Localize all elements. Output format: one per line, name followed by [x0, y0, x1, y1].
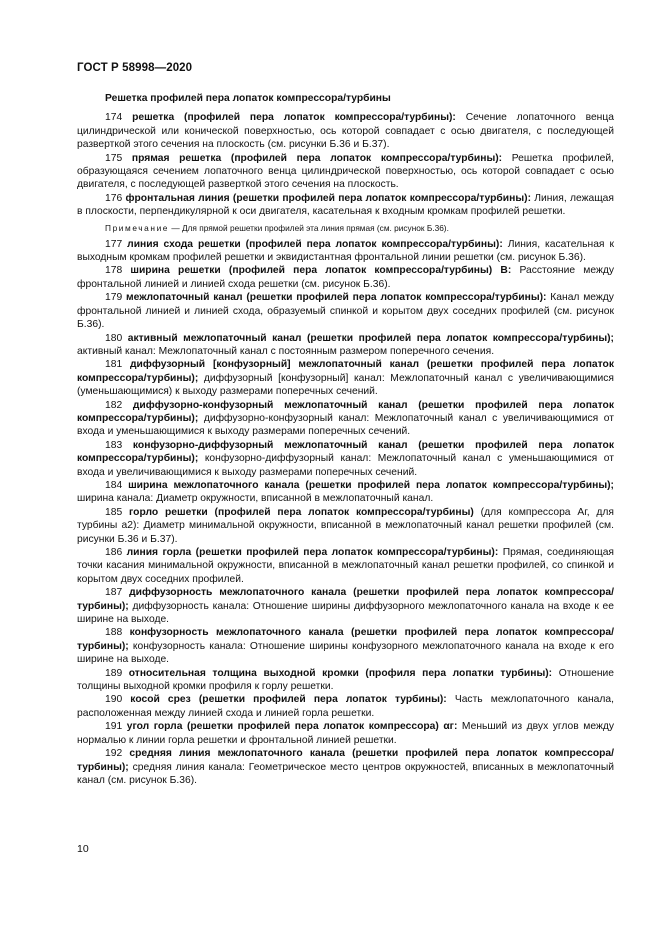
term-number: 191 [105, 721, 123, 733]
term-name: диффузорность межлопаточного канала (решетки профилей пера лопаток компрессора/турбины); [77, 587, 614, 612]
page-number: 10 [77, 843, 89, 855]
term-name: прямая решетка (профилей пера лопаток компрессора/турбины): [131, 152, 503, 164]
term-definition: Меньший из двух углов между нормалью к линии горла решетки и фронтальной линией решетки. [77, 721, 614, 746]
section-title: Решетка профилей пера лопаток компрессора/турбины [105, 93, 391, 104]
term-name: межлопаточный канал (решетки профилей пера лопаток компрессора/турбины): [125, 292, 547, 304]
term-definition: Линия, касательная к выходным кромкам профилей решетки и эквидистантная фронтальной линии решетки (см. рисунок Б.36). [77, 238, 614, 264]
term-name: конфузорно-диффузорный межлопаточный канал (решетки профилей пера лопаток компрессора/турбины); [77, 439, 614, 465]
term-entry-191 [77, 720, 614, 747]
term-entry-186 [77, 546, 614, 586]
term-number: 190 [105, 694, 123, 706]
document-header: ГОСТ Р 58998—2020 [77, 62, 193, 74]
term-definition: Канал между фронтальной линией и линией схода, образуемый спинкой и корытом двух соседних профилей (см. рисунок Б.36). [77, 292, 614, 331]
term-number: 177 [105, 238, 123, 250]
term-number: 189 [105, 667, 123, 679]
term-entry-188 [77, 626, 614, 666]
term-definition: Расстояние между фронтальной линией и линией схода решетки (см. рисунок Б.36). [77, 265, 614, 290]
term-number: 175 [105, 152, 123, 164]
term-definition: активный канал: Межлопаточный канал с постоянным размером поперечного сечения. [77, 345, 495, 357]
term-number: 192 [105, 748, 123, 760]
term-entry-179 [77, 291, 614, 331]
term-entry-176 [77, 192, 614, 219]
term-number: 185 [105, 506, 123, 518]
term-definition: Линия, лежащая в плоскости, перпендикулярной к оси двигателя, касательная к входным кромкам профилей решетки. [77, 192, 614, 218]
term-entry-181 [77, 358, 614, 398]
term-definition: Решетка профилей, образующаяся сечением лопаточного венца цилиндрической поверхностью, ось которой совпадает с осью двигателя, с последующей разверткой этого сечения на плоскость. [77, 152, 614, 191]
page-content [77, 88, 614, 787]
term-entry-187 [77, 586, 614, 626]
term-definition: конфузорно-диффузорный канал: Межлопаточный канал с уменьшающимися от входа и увеличивающимися к выходу размерами поперечных сечений. [77, 453, 614, 478]
term-definition: (для компрессора Aг, для турбины a2): Диаметр минимальной окружности, вписанной в межлопаточный канал решетки профилей (см. рисунки Б.36 и Б.37). [77, 506, 614, 545]
term-entry-182 [77, 399, 614, 439]
note-text: — Для прямой решетки профилей эта линия прямая (см. рисунок Б.36). [169, 222, 449, 233]
note-label: Примечание [105, 222, 170, 233]
term-entry-180 [77, 332, 614, 359]
term-entry-185 [77, 506, 614, 546]
term-definition: конфузорность канала: Отношение ширины конфузорного межлопаточного канала на входе к его ширине на выходе. [77, 640, 614, 666]
term-entry-184 [77, 479, 614, 506]
term-definition: диффузорно-конфузорный канал: Межлопаточный канал с увеличивающимися от входа и уменьшающимися к выходу размерами поперечных сечений. [77, 412, 614, 438]
term-number: 180 [105, 332, 123, 344]
term-number: 178 [105, 265, 123, 277]
term-definition: Прямая, соединяющая точки касания минимальной окружности, вписанной в межлопаточный канал решетки профилей, со спинкой и корытом двух соседних профилей. [77, 547, 614, 585]
term-number: 174 [105, 112, 123, 124]
term-name: конфузорность межлопаточного канала (решетки профилей пера лопаток компрессора/турбины); [77, 627, 614, 652]
term-definition: диффузорность канала: Отношение ширины диффузорного межлопаточного канала на входе к ее ширине на выходе. [77, 600, 614, 626]
term-name: диффузорный [конфузорный] межлопаточный канал (решетки профилей пера лопаток компрессора/турбины); [77, 359, 614, 384]
term-number: 188 [105, 627, 123, 639]
term-name: средняя линия межлопаточного канала (решетки профилей пера лопаток компрессора/турбины); [77, 748, 614, 773]
term-name: фронтальная линия (решетки профилей пера лопаток компрессора/турбины): [125, 192, 531, 204]
term-entry-177 [77, 238, 614, 265]
term-number: 187 [105, 587, 123, 599]
term-name: ширина решетки (профилей пера лопаток компрессора/турбины) B: [130, 265, 512, 277]
term-name: линия горла (решетки профилей пера лопаток компрессора/турбины): [126, 547, 499, 558]
term-entry-190 [77, 693, 614, 720]
term-name: активный межлопаточный канал (решетки профилей пера лопаток компрессора/турбины); [127, 332, 614, 344]
term-entry-189 [77, 667, 614, 694]
term-name: решетка (профилей пера лопаток компрессора/турбины): [132, 112, 456, 124]
term-definition: ширина канала: Диаметр окружности, вписанной в межлопаточный канал. [77, 493, 434, 505]
term-entry-192 [77, 747, 614, 787]
term-name: горло решетки (профилей пера лопаток компрессора/турбины) [129, 506, 474, 518]
term-definition: Сечение лопаточного венца цилиндрической или конической поверхностью, ось которой совпадает с осью двигателя, с последующей разверткой этого сечения на плоскость (см. рисунки Б.36 и Б.37). [77, 112, 614, 151]
term-definition: средняя линия канала: Геометрическое место центров окружностей, вписанных в межлопаточный канал (см. рисунок Б.36). [77, 761, 614, 786]
term-definition: диффузорный [конфузорный] канал: Межлопаточный канал с увеличивающимися (уменьшающимися) к выходу размерами поперечных сечений. [77, 372, 614, 398]
term-number: 186 [105, 547, 123, 558]
term-definition: Отношение толщины выходной кромки профиля к горлу решетки. [77, 667, 614, 693]
term-name: угол горла (решетки профилей пера лопаток компрессора) αг: [126, 721, 458, 733]
term-name: косой срез (решетки профилей пера лопаток турбины): [130, 694, 447, 706]
term-number: 184 [105, 479, 123, 491]
term-entry-174 [77, 111, 614, 151]
term-name: ширина межлопаточного канала (решетки профилей пера лопаток компрессора/турбины); [128, 479, 614, 491]
term-entry-175 [77, 152, 614, 192]
term-number: 176 [105, 192, 123, 204]
term-name: линия схода решетки (профилей пера лопаток компрессора/турбины): [127, 238, 503, 250]
term-name: диффузорно-конфузорный межлопаточный канал (решетки профилей пера лопаток компрессора/турбины); [77, 399, 614, 424]
term-definition: Часть межлопаточного канала, расположенная между линией схода и линией горла решетки. [77, 694, 614, 719]
note [77, 223, 614, 234]
term-entry-178 [77, 264, 614, 291]
term-number: 183 [105, 439, 123, 451]
term-number: 182 [105, 399, 123, 411]
term-number: 181 [105, 359, 123, 371]
term-name: относительная толщина выходной кромки (профиля пера лопатки турбины): [128, 667, 553, 679]
term-number: 179 [105, 292, 123, 304]
term-entry-183 [77, 439, 614, 479]
